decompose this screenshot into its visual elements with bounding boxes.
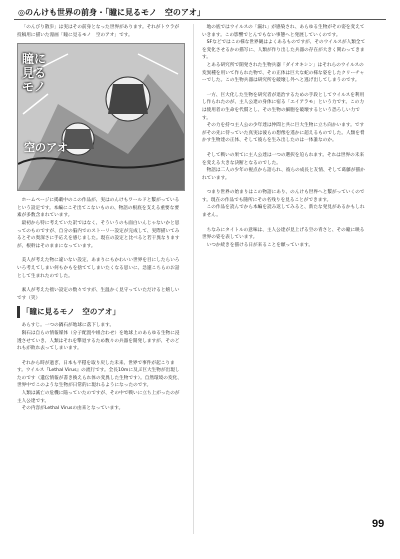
body-paragraph: 一方、巨大化した生物を研究者が退治するための手段としてウイルスを利用し作られたのが、主人公達の身体に宿る「エイアラモ」という力です。この力は使用者の生命を代償とし、その生物の細胞を破壊するという恐ろしい力です。	[202, 92, 365, 121]
section-heading: 「瞳に見るモノ 空のアオ」	[17, 306, 183, 318]
section-paragraph: 人類は滅亡の危機に陥っていたのですが、その中で戦いに立ち上がったのが主人公達です。	[17, 391, 180, 404]
section-paragraph: あらすじ。一つの鍋石が地球に落下します。	[21, 323, 115, 329]
page-title: ◎のんけも世界の前身・「瞳に見るモノ 空のアオ」	[18, 8, 205, 17]
body-paragraph: ホームページに掲載中のこの作品が、実はのんけもワールドと繋がっているという設定です。本編にこそ出てこないものの、物語の根底を支える重要な要素が多数含まれています。	[17, 198, 180, 219]
intro-paragraph: 「のんびり散歩」は実はその前身となった世界があります。それがトウラが投稿用に描いた漫画「瞳に見るモノ 空のアオ」です。	[17, 25, 180, 38]
body-paragraph: 地の底ではウイルスの「漏れ」が感染され、あらゆる生物がその姿を変えていきます。この影響でとんでもない事態へと発展していくのです。	[202, 25, 365, 38]
title-rule	[14, 19, 386, 20]
body-paragraph: とある研究所で開発された生物兵器「ダイオキシン」はそれらのウイルスの変異種を用いて作られた物で、その正体は巨大な蛇の様な姿をしたクリーチャーでした。この生物兵器は研究所を破壊し外へと逃げ出してしまうのです。	[202, 62, 365, 84]
left-column	[17, 24, 183, 413]
section-paragraph: それから時が過ぎ、日本も平穏を取り戻した未来、世界で事件が起こります。ウイルス『Lethal Virus』の流行です。全長10mに及ぶ巨大生物が出現したのです（遺伝情報が書き換えられ体の変異した生物です）。自然環境の変化、世界中でこのような生物が日常的に現れるようになったのです。	[17, 360, 182, 389]
body-paragraph: 美人が考えた物に違いない設定、あまりにもかわいい世界を目にしたらいろいろ考えてしまい何もかもを捨ててしまいたくなる思いに、急遽こちらのお話として生まれたのでした。	[17, 258, 180, 279]
body-paragraph: いつか続きを描ける日が来ることを願っています。	[206, 242, 314, 248]
column-divider	[193, 24, 194, 534]
body-paragraph: この作品を読んでから本編を読み返してみると、新たな発見があるかもしれません。	[202, 205, 365, 219]
body-paragraph: SFなどではこの様な世界観はよくあるものですが、そのウイルスが人類全てを変化させるかの描写に、人類が作り出した兵器の存在が大きく関わってきます。	[202, 40, 366, 61]
body-paragraph: その力を持つ主人公の少年達は仲間と共に巨大生物に立ち向かいます。ですがその先に待っていた真実は彼らの想像を遥かに超えるものでした。人類を脅かす生物達の正体、そして彼らを生み出したのは一体誰なのか。	[202, 123, 365, 144]
manga-title-subtitle: 空のアオ	[24, 141, 69, 155]
manga-illustration	[17, 43, 185, 191]
body-paragraph: 素人が考えた拙い設定の数々ですが、生温かく見守っていただけると嬉しいです（笑）	[17, 288, 180, 301]
section-paragraph: 隕石は自らの情報媒体（分子配置や組合わせ）を地球上のあらゆる生物に浸透させていき、人類はそれを撃退するため数々の兵器を開発しますが、そのどれもが敗れ去ってしまいます。	[17, 330, 180, 352]
right-column	[202, 24, 368, 249]
manga-title-vertical: 瞳に見るモノ	[22, 52, 47, 95]
body-paragraph: 最初から特に考えていた訳ではなく、そういうのも面白いんじゃないかと思ってのものですが、自分の脳内でのストーリー設定が完成して、実際描いてみるとその奥深さに手応えを感じました。現在の設定と比べると若干異なりますが、根幹はそのままになっています。	[17, 220, 180, 249]
body-paragraph: ちなみにタイトルの意味は、主人公達が見上げる空の青さと、その瞳に映る世界の姿を表しています。	[202, 227, 365, 241]
body-paragraph: つまり世界の始まりはこの物語にあり、のんけも世界へと繋がっていくのです。現在の作品でも随所にその名残りを見ることができます。	[202, 190, 365, 203]
page-number: 99	[372, 518, 385, 530]
body-paragraph: 物語は二人の少年の視点から語られ、彼らの成長と友情、そして葛藤が描かれています。	[202, 168, 365, 181]
body-paragraph: そして戦いの果てに主人公達は一つの選択を迫られます。それは世界の未来を変える大きな決断となるのでした。	[202, 152, 365, 166]
section-paragraph: その内容がLethal Virusの由来となっています。	[21, 406, 124, 412]
